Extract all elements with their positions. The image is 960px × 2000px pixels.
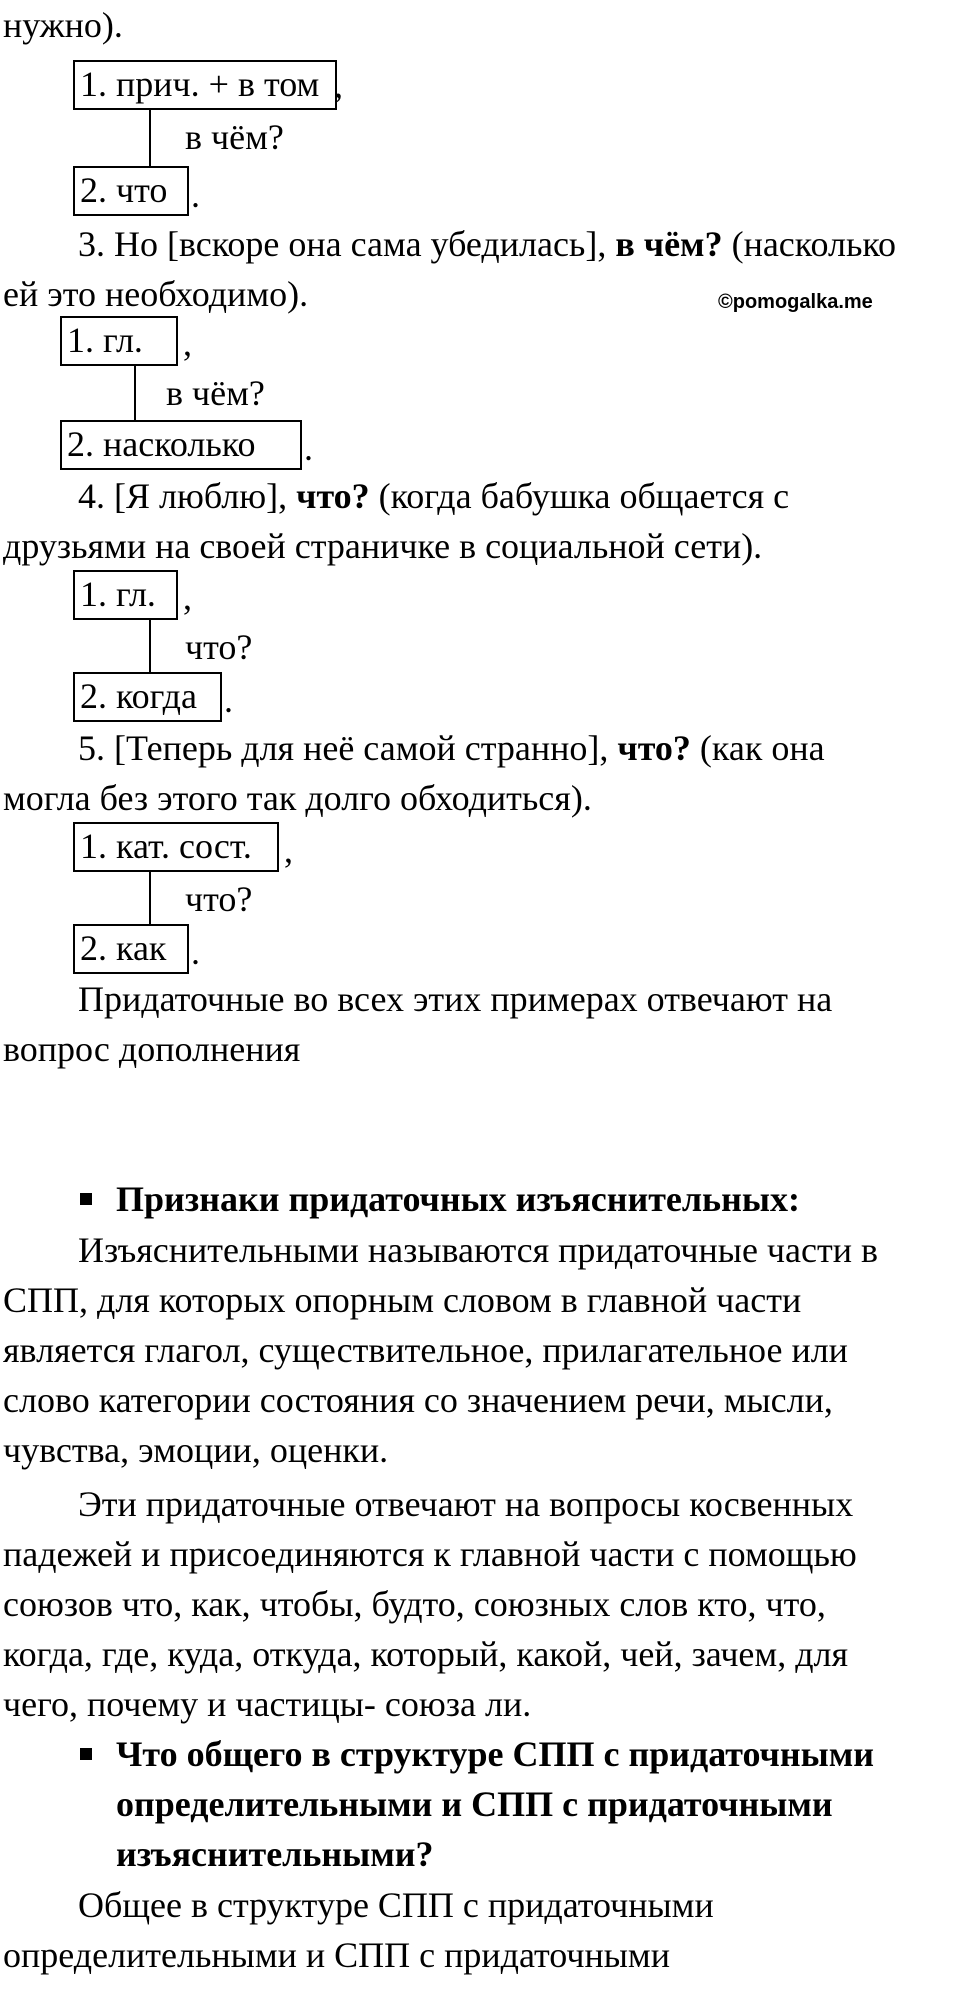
example-question: что? <box>296 476 370 516</box>
text-line: нужно). <box>3 5 123 45</box>
comma: , <box>183 577 192 617</box>
example-line: друзьями на своей страничке в социальной сети). <box>3 526 763 566</box>
comma: , <box>183 323 192 363</box>
example-question: что? <box>617 728 691 768</box>
conclusion-line: Придаточные во всех этих примерах отвечают на <box>78 979 833 1019</box>
period: . <box>191 932 200 972</box>
example-question: в чём? <box>615 224 723 264</box>
scheme-question: что? <box>185 879 253 919</box>
example-line <box>78 471 789 521</box>
main-clause-box: 1. гл. <box>60 316 178 366</box>
comma: , <box>334 65 343 105</box>
scheme-question: что? <box>185 627 253 667</box>
comma: , <box>284 830 293 870</box>
connector-line <box>149 620 151 672</box>
connector-line <box>149 110 151 166</box>
paragraph-line: слово категории состояния со значением речи, мысли, <box>3 1380 833 1420</box>
subordinate-clause-box: 2. когда <box>73 672 222 722</box>
subordinate-clause-box: 2. как <box>73 924 189 974</box>
bullet-icon <box>80 1748 92 1760</box>
main-clause-box: 1. прич. + в том <box>73 60 337 110</box>
paragraph-line: Эти придаточные отвечают на вопросы косвенных <box>78 1484 854 1524</box>
conclusion-line: вопрос дополнения <box>3 1029 301 1069</box>
period: . <box>224 680 233 720</box>
example-text: (когда бабушка общается с <box>369 476 790 516</box>
example-line: ей это необходимо). <box>3 274 309 314</box>
period: . <box>304 428 313 468</box>
paragraph-line: когда, где, куда, откуда, который, какой, чей, зачем, для <box>3 1634 849 1674</box>
watermark: ©pomogalka.me <box>718 291 873 313</box>
paragraph-line: СПП, для которых опорным словом в главной части <box>3 1280 802 1320</box>
example-text: (как она <box>690 728 825 768</box>
paragraph-line: чего, почему и частицы- союза ли. <box>3 1684 532 1724</box>
section-heading: изъяснительными? <box>116 1834 434 1874</box>
paragraph-line: союзов что, как, чтобы, будто, союзных слов кто, что, <box>3 1584 826 1624</box>
example-text: (насколько <box>722 224 897 264</box>
connector-line <box>149 872 151 924</box>
example-line <box>78 219 896 269</box>
paragraph-line: чувства, эмоции, оценки. <box>3 1430 389 1470</box>
paragraph-line: определительными и СПП с придаточными <box>3 1935 670 1975</box>
scheme-question: в чём? <box>166 373 265 413</box>
period: . <box>191 175 200 215</box>
subordinate-clause-box: 2. что <box>73 166 189 216</box>
example-line: могла без этого так долго обходиться). <box>3 778 592 818</box>
section-heading: Что общего в структуре СПП с придаточными <box>116 1734 874 1774</box>
section-heading: определительными и СПП с придаточными <box>116 1784 833 1824</box>
example-line <box>78 723 825 773</box>
scheme-question: в чём? <box>185 117 284 157</box>
connector-line <box>134 366 136 420</box>
example-text: 4. [Я люблю], <box>78 476 297 516</box>
paragraph-line: является глагол, существительное, прилагательное или <box>3 1330 848 1370</box>
main-clause-box: 1. гл. <box>73 570 178 620</box>
bullet-icon <box>80 1193 92 1205</box>
example-text: 5. [Теперь для неё самой странно], <box>78 728 618 768</box>
example-text: 3. Но [вскоре она сама убедилась], <box>78 224 616 264</box>
paragraph-line: Общее в структуре СПП с придаточными <box>78 1885 714 1925</box>
main-clause-box: 1. кат. сост. <box>73 822 279 872</box>
paragraph-line: падежей и присоединяются к главной части с помощью <box>3 1534 857 1574</box>
paragraph-line: Изъяснительными называются придаточные части в <box>78 1230 878 1270</box>
subordinate-clause-box: 2. насколько <box>60 420 302 470</box>
section-heading: Признаки придаточных изъяснительных: <box>116 1179 800 1219</box>
